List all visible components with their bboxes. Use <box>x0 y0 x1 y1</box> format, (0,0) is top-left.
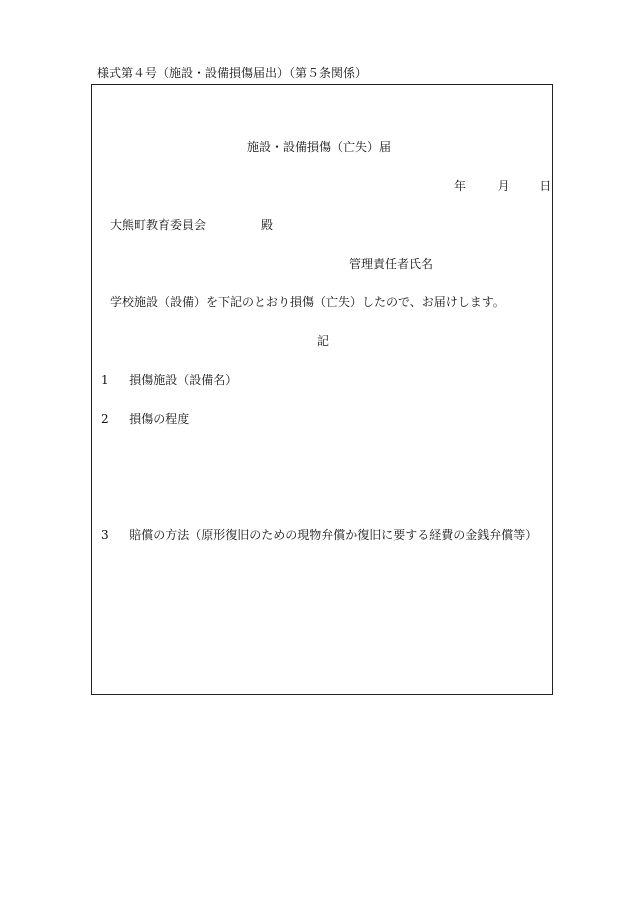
date-day: 日 <box>539 179 552 193</box>
date-year: 年 <box>454 179 467 193</box>
list-item-2 <box>101 412 189 426</box>
form-title: 施設・設備損傷（亡失）届 <box>247 140 392 154</box>
item-number: 2 <box>101 412 109 426</box>
item-label: 損傷の程度 <box>129 412 190 426</box>
record-label: 記 <box>317 334 330 348</box>
item-number: 1 <box>101 373 109 387</box>
date-line <box>454 179 551 193</box>
recipient-name: 大熊町教育委員会 <box>110 218 207 232</box>
item-label: 賠償の方法（原形復旧のための現物弁償か復旧に要する経費の金銭弁償等） <box>129 528 538 542</box>
manager-label: 管理責任者氏名 <box>349 257 434 271</box>
recipient-honorific: 殿 <box>261 218 274 232</box>
form-header: 様式第４号（施設・設備損傷届出）（第５条関係） <box>97 66 368 80</box>
body-text: 学校施設（設備）を下記のとおり損傷（亡失）したので、お届けします。 <box>110 295 505 309</box>
item-label: 損傷施設（設備名） <box>129 373 238 387</box>
item-number: 3 <box>101 528 109 542</box>
list-item-3 <box>101 528 537 542</box>
form-frame <box>91 84 553 695</box>
list-item-1 <box>101 373 237 387</box>
date-month: 月 <box>497 179 510 193</box>
